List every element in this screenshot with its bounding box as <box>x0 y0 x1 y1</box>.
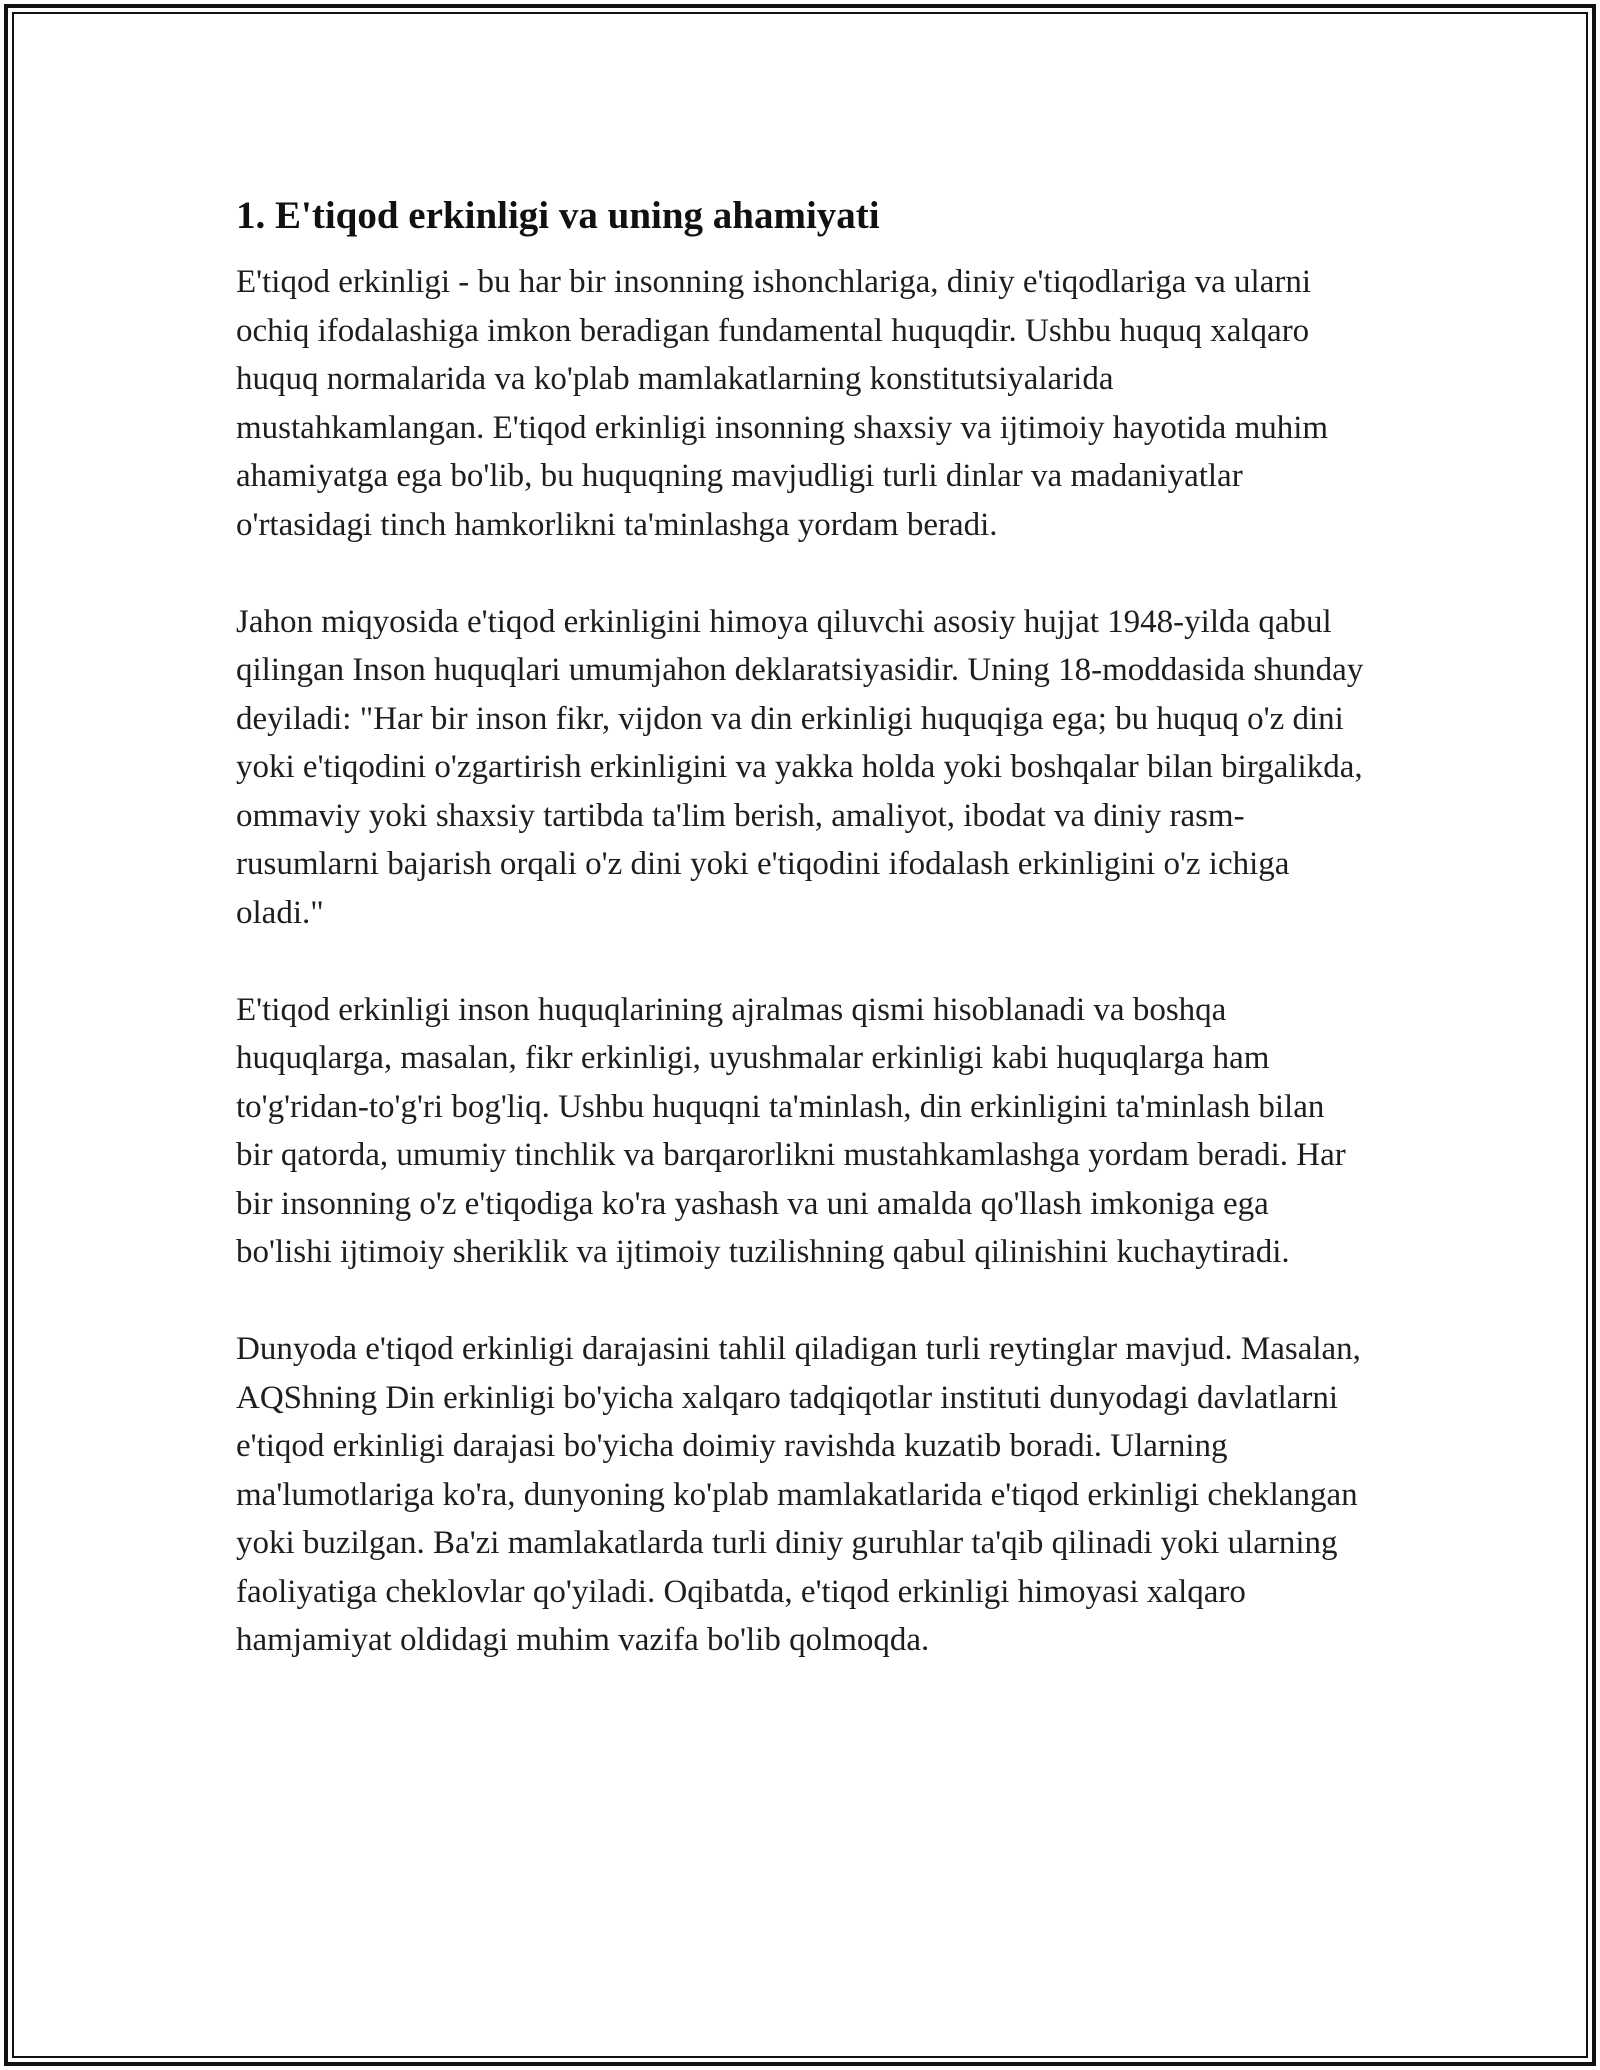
paragraph-3: E'tiqod erkinligi inson huquqlarining ajralmas qismi hisoblanadi va boshqa huquqlarga, masalan, fikr erkinligi, uyushmalar erkinligi kabi huquqlarga ham to'g'ridan-to'g'ri bog'liq. Ushbu huquqni ta'minlash, din erkinligini ta'minlash bilan bir qatorda, umumiy tinchlik va barqarorlikni mustahkamlashga yordam beradi. Har bir insonning o'z e'tiqodiga ko'ra yashash va uni amalda qo'llash imkoniga ega bo'lishi ijtimoiy sheriklik va ijtimoiy tuzilishning qabul qilinishini kuchaytiradi. <box>236 991 1346 1270</box>
paragraph-2: Jahon miqyosida e'tiqod erkinligini himoya qiluvchi asosiy hujjat 1948-yilda qabul qilingan Inson huquqlari umumjahon deklaratsiyasidir. Uning 18-moddasida shunday deyiladi: "Har bir inson fikr, vijdon va din erkinligi huquqiga ega; bu huquq o'z dini yoki e'tiqodini o'zgartirish erkinligini va yakka holda yoki boshqalar bilan birgalikda, ommaviy yoki shaxsiy tartibda ta'lim berish, amaliyot, ibodat va diniy rasm-rusumlarni bajarish orqali o'z dini yoki e'tiqodini ifodalash erkinligini o'z ichiga oladi." <box>236 603 1364 931</box>
paragraph-4: Dunyoda e'tiqod erkinligi darajasini tahlil qiladigan turli reytinglar mavjud. Masalan, AQShning Din erkinligi bo'yicha xalqaro tadqiqotlar instituti dunyodagi davlatlarni e'tiqod erkinligi darajasi bo'yicha doimiy ravishda kuzatib boradi. Ularning ma'lumotlariga ko'ra, dunyoning ko'plab mamlakatlarida e'tiqod erkinligi cheklangan yoki buzilgan. Ba'zi mamlakatlarda turli diniy guruhlar ta'qib qilinadi yoki ularning faoliyatiga cheklovlar qo'yiladi. Oqibatda, e'tiqod erkinligi himoyasi xalqaro hamjamiyat oldidagi muhim vazifa bo'lib qolmoqda. <box>236 1331 1361 1658</box>
document-body <box>236 192 1366 1713</box>
paragraph-1: E'tiqod erkinligi - bu har bir insonning ishonchlariga, diniy e'tiqodlariga va ularni ochiq ifodalashiga imkon beradigan fundamental huquqdir. Ushbu huquq xalqaro huquq normalarida va ko'plab mamlakatlarning konstitutsiyalarida mustahkamlangan. E'tiqod erkinligi insonning shaxsiy va ijtimoiy hayotida muhim ahamiyatga ega bo'lib, bu huquqning mavjudligi turli dinlar va madaniyatlar o'rtasidagi tinch hamkorlikni ta'minlashga yordam beradi. <box>236 264 1329 543</box>
section-heading: 1. E'tiqod erkinligi va uning ahamiyati <box>236 194 880 237</box>
